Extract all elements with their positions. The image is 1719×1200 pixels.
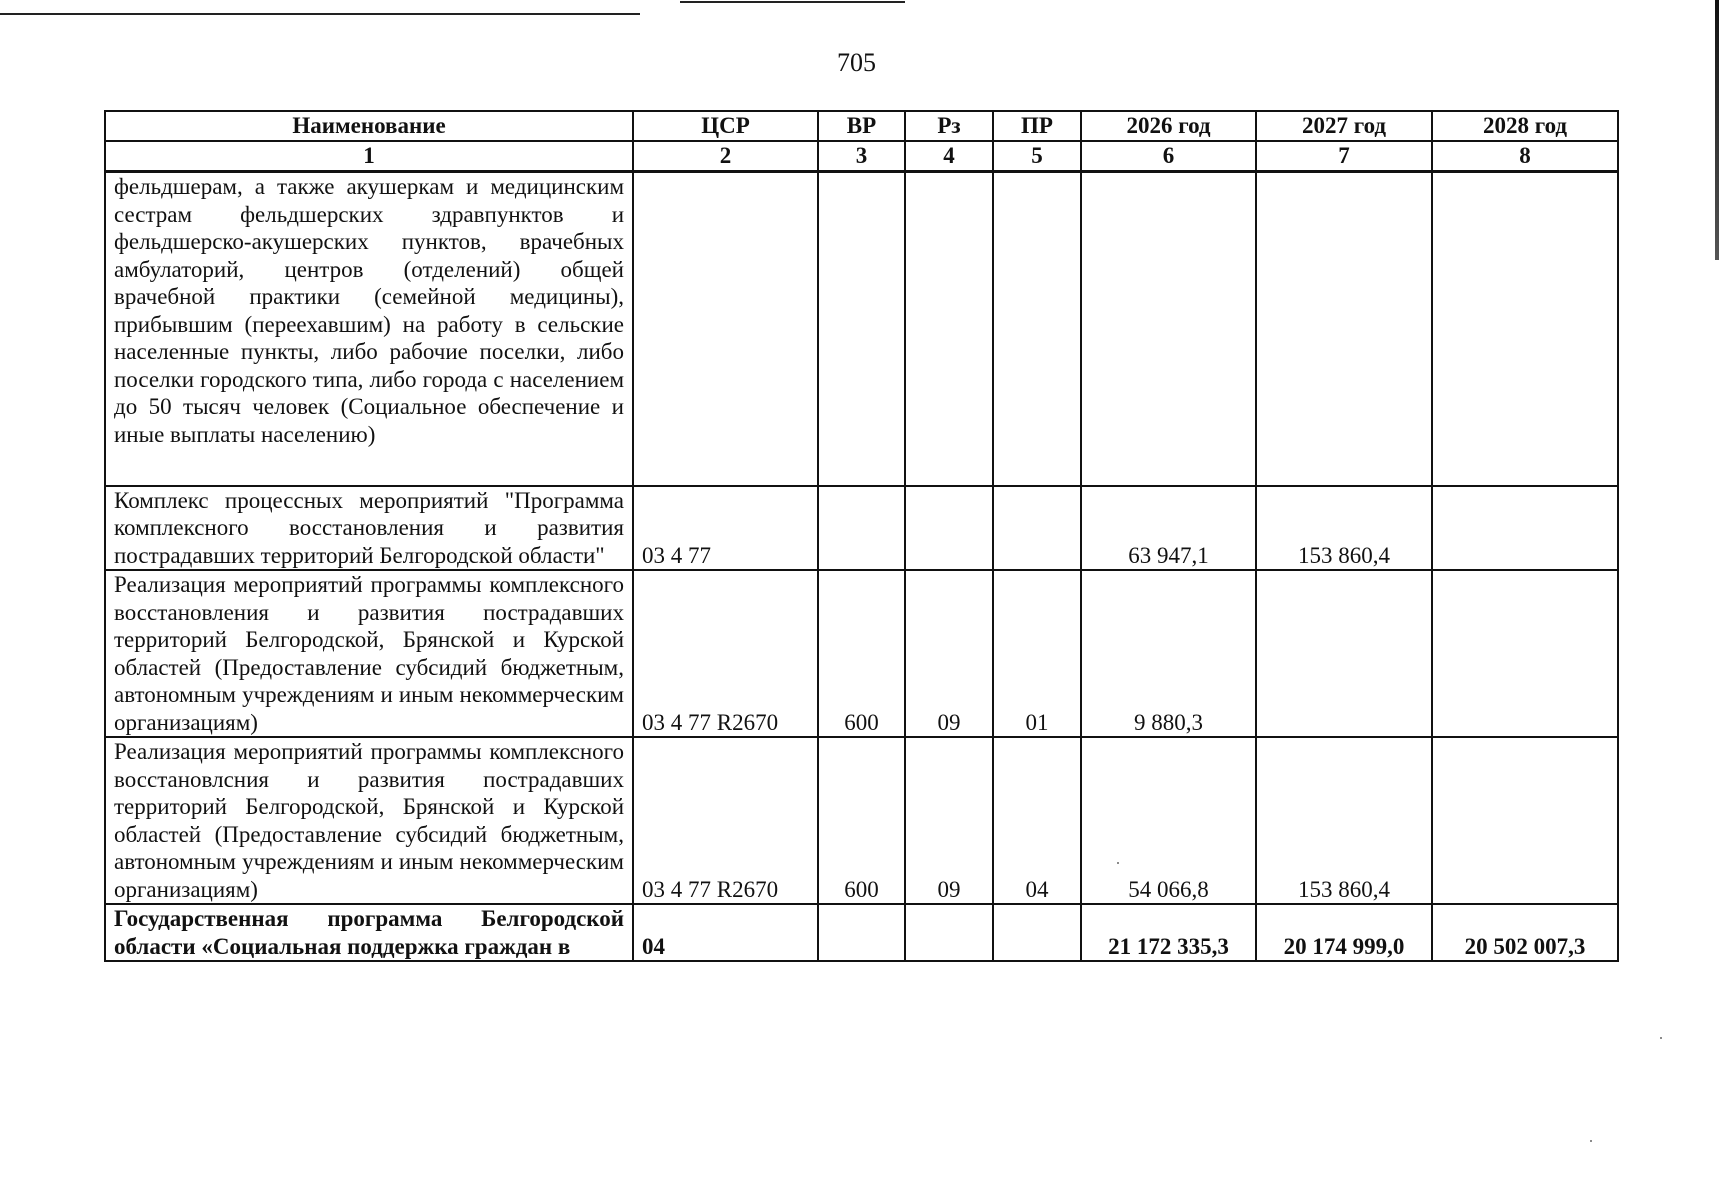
row-name: Комплекс процессных мероприятий "Программа комплексного восстановления и развития пострадавших территорий Белгородской области": [105, 486, 633, 571]
row-vr: [818, 172, 905, 486]
row-rz: 09: [905, 570, 993, 737]
row-csr: 03 4 77 R2670: [633, 737, 818, 904]
table-row-program-total: [105, 904, 1618, 961]
row-rz: [905, 486, 993, 571]
budget-table: [104, 110, 1619, 962]
table-row: [105, 486, 1618, 571]
row-2028: [1432, 486, 1618, 571]
header-row: [105, 111, 1618, 141]
row-2027: [1256, 570, 1432, 737]
column-number: 1: [105, 141, 633, 172]
row-2026: [1081, 172, 1256, 486]
row-csr: [633, 172, 818, 486]
column-number: 4: [905, 141, 993, 172]
scan-artifact-line: [0, 13, 640, 15]
row-2027: 153 860,4: [1256, 486, 1432, 571]
row-csr: 03 4 77: [633, 486, 818, 571]
header-2027: 2027 год: [1256, 111, 1432, 141]
column-number: 6: [1081, 141, 1256, 172]
header-rz: Рз: [905, 111, 993, 141]
row-vr: 600: [818, 570, 905, 737]
column-number: 2: [633, 141, 818, 172]
header-2028: 2028 год: [1432, 111, 1618, 141]
column-number: 8: [1432, 141, 1618, 172]
row-pr: [993, 486, 1081, 571]
row-2028: 20 502 007,3: [1432, 904, 1618, 961]
page-number: 705: [837, 48, 876, 77]
row-name: фельдшерам, а также акушеркам и медицинским сестрам фельдшерских здравпунктов и фельдшерско-акушерских пунктов, врачебных амбулаторий, центров (отделений) общей врачебной практики (семейной медицины), прибывшим (переехавшим) на работу в сельские населенные пункты, либо рабочие поселки, либо поселки городского типа, либо города с населением до 50 тысяч человек (Социальное обеспечение и иные выплаты населению): [105, 172, 633, 486]
row-vr: [818, 486, 905, 571]
column-number-row: [105, 141, 1618, 172]
row-rz: [905, 172, 993, 486]
scan-speck: [1590, 1140, 1592, 1142]
row-csr: 03 4 77 R2670: [633, 570, 818, 737]
table-row: [105, 737, 1618, 904]
row-2027: [1256, 172, 1432, 486]
header-2026: 2026 год: [1081, 111, 1256, 141]
header-name: Наименование: [105, 111, 633, 141]
scan-artifact-line: [680, 1, 905, 3]
row-2027: 153 860,4: [1256, 737, 1432, 904]
row-2028: [1432, 570, 1618, 737]
row-vr: [818, 904, 905, 961]
row-2028: [1432, 737, 1618, 904]
scan-edge-shadow: [1715, 0, 1719, 260]
row-pr: [993, 904, 1081, 961]
row-2028: [1432, 172, 1618, 486]
row-name: Реализация мероприятий программы комплексного восстановлсния и развития пострадавших территорий Белгородской, Брянской и Курской областей (Предоставление субсидий бюджетным, автономным учреждениям и иным некоммерческим организациям): [105, 737, 633, 904]
scan-speck: [1660, 1037, 1662, 1039]
row-2026: 21 172 335,3: [1081, 904, 1256, 961]
header-pr: ПР: [993, 111, 1081, 141]
row-pr: [993, 172, 1081, 486]
row-2026: 9 880,3: [1081, 570, 1256, 737]
table-row: [105, 172, 1618, 486]
column-number: 7: [1256, 141, 1432, 172]
row-rz: [905, 904, 993, 961]
row-2026: 54 066,8: [1081, 737, 1256, 904]
column-number: 3: [818, 141, 905, 172]
row-rz: 09: [905, 737, 993, 904]
row-csr: 04: [633, 904, 818, 961]
row-name: Государственная программа Белгородской области «Социальная поддержка граждан в: [105, 904, 633, 961]
scan-speck: [1117, 862, 1119, 864]
row-2026: 63 947,1: [1081, 486, 1256, 571]
header-vr: ВР: [818, 111, 905, 141]
table-row: [105, 570, 1618, 737]
row-vr: 600: [818, 737, 905, 904]
column-number: 5: [993, 141, 1081, 172]
row-pr: 04: [993, 737, 1081, 904]
header-csr: ЦСР: [633, 111, 818, 141]
row-pr: 01: [993, 570, 1081, 737]
row-name: Реализация мероприятий программы комплексного восстановления и развития пострадавших территорий Белгородской, Брянской и Курской областей (Предоставление субсидий бюджетным, автономным учреждениям и иным некоммерческим организациям): [105, 570, 633, 737]
row-2027: 20 174 999,0: [1256, 904, 1432, 961]
